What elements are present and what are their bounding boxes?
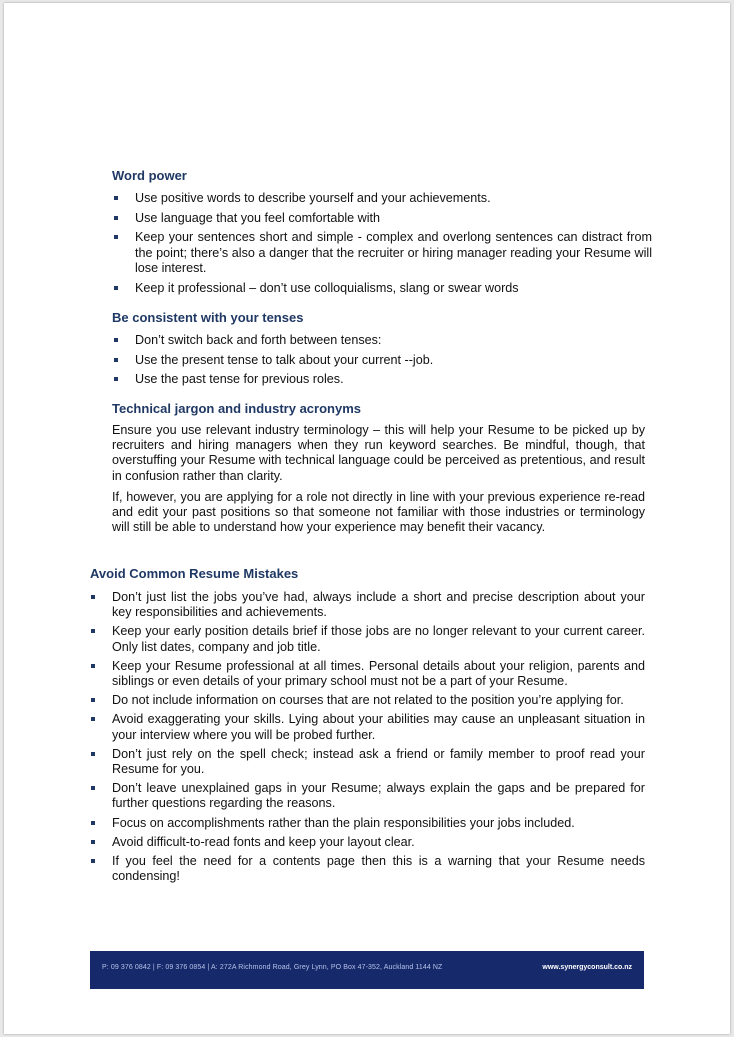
list-item: Don’t switch back and forth between tenses: [112,333,652,348]
section-heading-mistakes: Avoid Common Resume Mistakes [90,566,299,581]
bullet-icon [91,786,95,790]
list-item: Don’t just rely on the spell check; instead ask a friend or family member to proof read your Resume for you. [90,747,645,777]
list-item: Do not include information on courses that are not related to the position you’re applying for. [90,693,645,708]
list-item: Keep your Resume professional at all times. Personal details about your religion, parents and siblings or even details of your primary school must not be a part of your Resume. [90,659,645,689]
jargon-paragraph-1: Ensure you use relevant industry terminology – this will help your Resume to be picked up by recruiters and hiring managers when they run keyword searches. Be mindful, though, that overstuffing your Resume with technical language could be perceived as pretentious, and result in confusion rather than clarity. [112,423,645,483]
bullet-icon [114,358,118,362]
bullet-icon [91,752,95,756]
bullet-icon [114,216,118,220]
list-item: Use the past tense for previous roles. [112,372,652,387]
section-heading-tenses: Be consistent with your tenses [112,310,304,325]
section-heading-jargon: Technical jargon and industry acronyms [112,401,361,416]
bullet-icon [91,840,95,844]
list-item: If you feel the need for a contents page then this is a warning that your Resume needs condensing! [90,854,645,884]
footer-website-link[interactable]: www.synergyconsult.co.nz [542,964,632,971]
list-item: Avoid exaggerating your skills. Lying about your abilities may cause an unpleasant situation in your interview where you will be probed further. [90,712,645,742]
footer-contact: P: 09 376 0842 | F: 09 376 0854 | A: 272A Richmond Road, Grey Lynn, PO Box 47-352, Auckland 1144 NZ [102,964,443,971]
bullet-icon [114,235,118,239]
list-item: Keep your sentences short and simple - complex and overlong sentences can distract from the point; there’s also a danger that the recruiter or hiring manager reading your Resume will lose interest. [112,230,652,276]
mistakes-list [90,590,645,888]
bullet-icon [114,286,118,290]
tenses-list [112,333,652,392]
word-power-list [112,191,652,300]
bullet-icon [114,377,118,381]
bullet-icon [91,629,95,633]
bullet-icon [114,196,118,200]
list-item: Keep your early position details brief if those jobs are no longer relevant to your current career. Only list dates, company and job title. [90,624,645,654]
list-item: Don’t just list the jobs you’ve had, always include a short and precise description about your key responsibilities and achievements. [90,590,645,620]
footer-band [90,951,644,989]
list-item: Use language that you feel comfortable with [112,211,652,226]
bullet-icon [114,338,118,342]
list-item: Focus on accomplishments rather than the plain responsibilities your jobs included. [90,816,645,831]
bullet-icon [91,698,95,702]
jargon-paragraph-2: If, however, you are applying for a role not directly in line with your previous experience re-read and edit your past positions so that someone not familiar with those industries or terminology will still be able to understand how your experience may benefit their vacancy. [112,490,645,535]
list-item: Use positive words to describe yourself and your achievements. [112,191,652,206]
list-item: Keep it professional – don’t use colloquialisms, slang or swear words [112,281,652,296]
bullet-icon [91,717,95,721]
document-page [4,3,730,1034]
list-item: Avoid difficult-to-read fonts and keep your layout clear. [90,835,645,850]
bullet-icon [91,859,95,863]
bullet-icon [91,821,95,825]
section-heading-word-power: Word power [112,168,187,183]
bullet-icon [91,664,95,668]
list-item: Don’t leave unexplained gaps in your Resume; always explain the gaps and be prepared for further questions regarding the reasons. [90,781,645,811]
bullet-icon [91,595,95,599]
list-item: Use the present tense to talk about your current --job. [112,353,652,368]
